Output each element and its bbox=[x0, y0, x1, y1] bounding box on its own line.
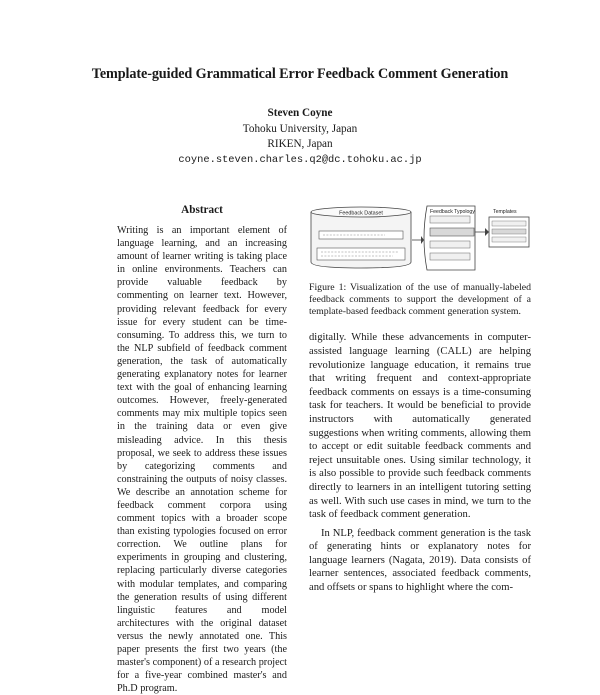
arrow-dataset-to-typology bbox=[412, 236, 424, 244]
figure-1 bbox=[309, 204, 531, 274]
author-block bbox=[0, 106, 600, 168]
left-column bbox=[117, 204, 287, 695]
author-affiliation-2: RIKEN, Japan bbox=[267, 138, 333, 150]
body-paragraph-2: In NLP, feedback comment generation is the task of generating hints or explanatory notes for language learners (Nagata, 2019). Data consists of learner sentences, associated feedback comments, and offsets or spans to highlight where the com- bbox=[309, 527, 531, 594]
author-name: Steven Coyne bbox=[267, 107, 333, 119]
dataset-record-2 bbox=[317, 248, 405, 260]
figure-caption: Figure 1: Visualization of the use of manually-labeled feedback comments to support the development of a template-based feedback comment generation system. bbox=[309, 282, 531, 317]
right-column bbox=[309, 204, 531, 595]
arrow-typology-to-templates bbox=[475, 228, 489, 236]
abstract-text: Writing is an important element of language learning, and an increasing amount of learner writing is taking place in online environments. Teachers can provide valuable feedback by commenting on learner text. However, providing relevant feedback for every issue for every student can be time-consuming. To address this, we turn to the NLP subfield of feedback comment generation, the task of automatically generating explanatory notes for learner text with the goal of enhancing learning outcomes. However, freely-generated comments may mix multiple topics seen in the training data or even give misleading advice. In this thesis proposal, we seek to address these issues by categorizing comments and constraining the outputs of noisy classes. We describe an annotation scheme for feedback comment corpora using comment topics with a broader scope than existing typologies focused on error correction. We outline plans for experiments in grouping and clustering, replacing particularly diverse categories with modular templates, and comparing the generation results of using different linguistic features and model architectures with the original dataset versus the newly annotated one. This paper presents the first two years (the master's component) of a research project for a five-year combined master's and Ph.D program. bbox=[117, 225, 287, 695]
label-templates: Templates bbox=[493, 209, 517, 215]
author-affiliation-1: Tohoku University, Japan bbox=[242, 122, 358, 135]
figure-diagram bbox=[309, 204, 531, 274]
label-feedback-typology: Feedback Typology bbox=[430, 209, 475, 215]
body-paragraph-1: digitally. While these advancements in computer-assisted language learning (CALL) are helping revolutionize language education, it remains true that writing frequent and context-appropriate feedback comments on essays is a time-consuming task for teachers. It would be beneficial to provide instructors with automatically generated suggestions when writing comments, allowing them to accept or edit suitable feedback comments and reject unsuitable ones. Using similar technology, it is also possible to provide such feedback comments directly to learners in an intelligent tutoring setting as well. With such use cases in mind, we turn to the task of feedback comment generation. bbox=[309, 332, 531, 521]
body-text bbox=[309, 331, 531, 594]
typology-box bbox=[424, 206, 475, 270]
abstract-heading: Abstract bbox=[181, 204, 223, 216]
label-feedback-dataset: Feedback Dataset bbox=[339, 210, 383, 217]
paper-title: Template-guided Grammatical Error Feedback Comment Generation bbox=[91, 66, 509, 82]
templates-box bbox=[489, 217, 529, 247]
author-email: coyne.steven.charles.q2@dc.tohoku.ac.jp bbox=[178, 153, 422, 166]
